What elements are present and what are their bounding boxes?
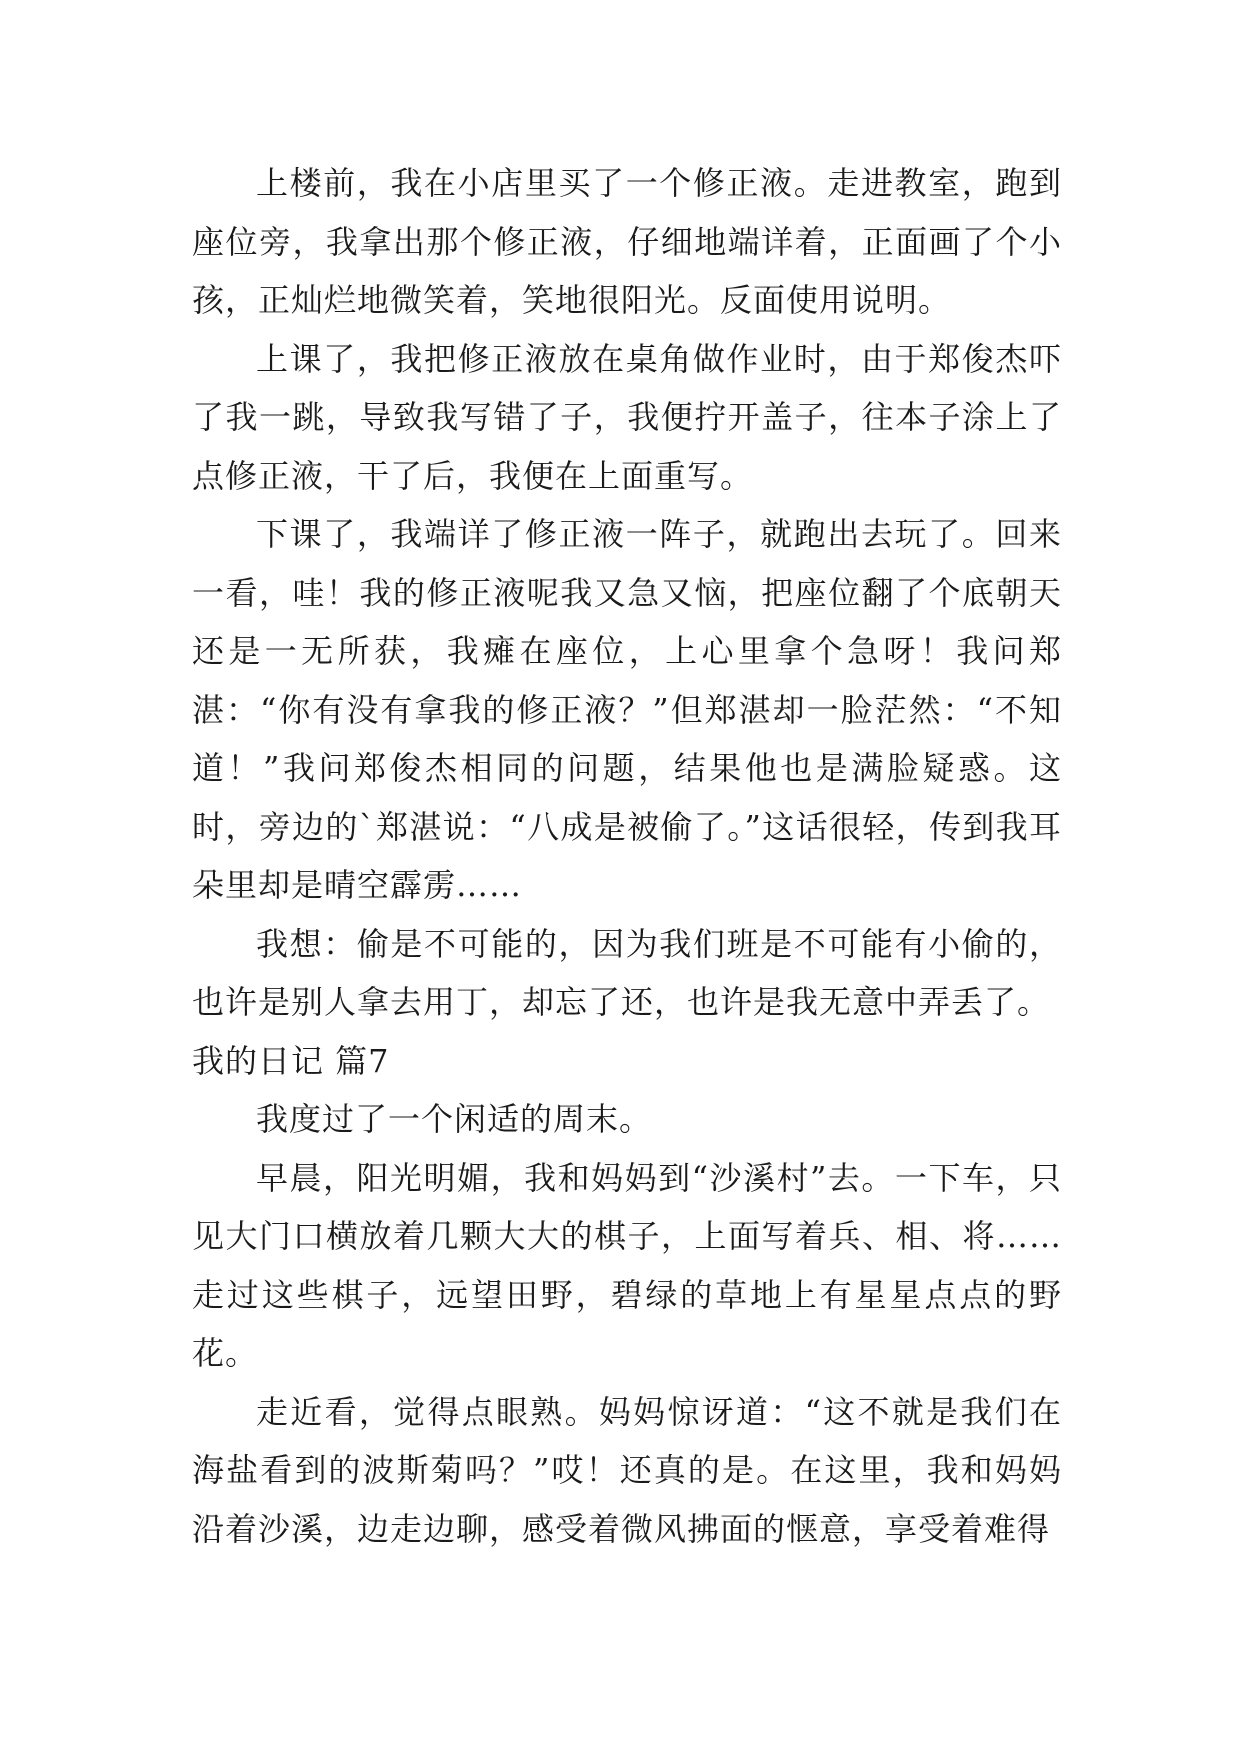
section-paragraph-2: 早晨，阳光明媚，我和妈妈到“沙溪村”去。一下车，只见大门口横放着几颗大大的棋子，上面写着兵、相、将……走过这些棋子，远望田野，碧绿的草地上有星星点点的野花。 (192, 1158, 1062, 1372)
paragraph-4: 我想：偷是不可能的，因为我们班是不可能有小偷的，也许是别人拿去用丁，却忘了还，也许是我无意中弄丢了。 (192, 924, 1062, 1021)
section-paragraph-3: 走近看，觉得点眼熟。妈妈惊讶道：“这不就是我们在海盐看到的波斯菊吗？”哎！还真的是。在这里，我和妈妈沿着沙溪，边走边聊，感受着微风拂面的惬意，享受着难得 (192, 1392, 1062, 1548)
paragraph-1: 上楼前，我在小店里买了一个修正液。走进教室，跑到座位旁，我拿出那个修正液，仔细地端详着，正面画了个小孩，正灿烂地微笑着，笑地很阳光。反面使用说明。 (192, 164, 1062, 319)
paragraph-2: 上课了，我把修正液放在桌角做作业时，由于郑俊杰吓了我一跳，导致我写错了子，我便拧开盖子，往本子涂上了点修正液，干了后，我便在上面重写。 (192, 339, 1062, 495)
document-body (192, 154, 1062, 1558)
paragraph-3: 下课了，我端详了修正液一阵子，就跑出去玩了。回来一看，哇！我的修正液呢我又急又恼，把座位翻了个底朝天还是一无所获，我瘫在座位，上心里拿个急呀！我问郑湛：“你有没有拿我的修正液？”但郑湛却一脸茫然：“不知道！”我问郑俊杰相同的问题，结果他也是满脸疑惑。这时，旁边的`郑湛说：“八成是被偷了。”这话很轻，传到我耳朵里却是晴空霹雳…… (192, 515, 1062, 904)
section-heading: 我的日记 篇7 (192, 1041, 390, 1080)
section-paragraph-1: 我度过了一个闲适的周末。 (256, 1100, 653, 1138)
